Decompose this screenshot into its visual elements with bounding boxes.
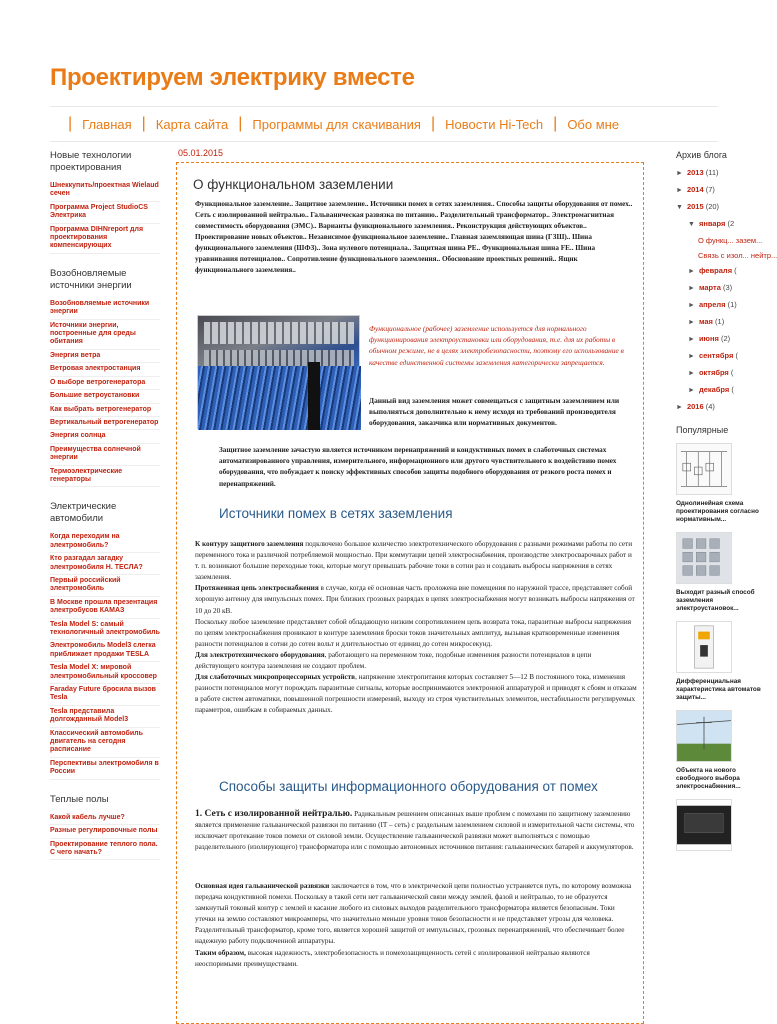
subheading: 1. Сеть с изолированной нейтралью.	[195, 809, 353, 819]
nav-separator: |	[430, 115, 436, 132]
archive-year-item[interactable]	[676, 168, 768, 179]
archive-month[interactable]: апреля	[698, 300, 726, 309]
archive-post-link[interactable]: О функц... зазем...	[698, 236, 763, 245]
paragraph-lead: Протяженная цепь электроснабжения	[195, 584, 319, 593]
expand-arrow-icon[interactable]: ►	[688, 370, 695, 377]
post-title[interactable]: О функциональном заземлении	[193, 177, 394, 192]
sidebar-link[interactable]: Шнеккупить/проектная Wielaud сечен	[50, 180, 160, 202]
main-nav	[50, 106, 718, 142]
archive-count: (1)	[727, 300, 737, 309]
archive-month-item[interactable]	[688, 368, 768, 379]
paragraph	[195, 809, 637, 853]
tab-hitech-news[interactable]: Новости Hi-Tech	[445, 116, 544, 132]
sidebar-link[interactable]: Термоэлектрические генераторы	[50, 466, 160, 488]
popular-post[interactable]	[676, 443, 768, 524]
tab-about[interactable]: Обо мне	[567, 116, 620, 132]
expand-arrow-icon[interactable]: ►	[688, 387, 695, 394]
patch-panel-rack	[204, 350, 354, 366]
paragraph	[195, 617, 637, 650]
archive-count: (2)	[720, 334, 731, 343]
archive-month[interactable]: декабря	[698, 385, 730, 394]
archive-year-item[interactable]	[676, 185, 768, 196]
archive-month[interactable]: января	[698, 219, 726, 228]
widget-new-tech	[50, 150, 160, 254]
archive-count: (	[735, 351, 738, 360]
archive-month[interactable]: февраля	[698, 266, 733, 275]
sidebar-link[interactable]: О выборе ветрогенератора	[50, 377, 160, 390]
sidebar-link[interactable]: Классический автомобиль двигатель на сегодня расписание	[50, 728, 160, 758]
patch-panel-rack	[204, 322, 354, 344]
blog-title[interactable]: Проектируем электрику вместе	[50, 64, 415, 91]
paragraph-text: высокая надежность, электробезопасность и помехозащищенность сетей с изолированной нейтралью являются неоспоримыми преимуществами.	[195, 948, 590, 968]
archive-count: (11)	[705, 168, 719, 177]
archive-month[interactable]: сентября	[698, 351, 734, 360]
sidebar-link[interactable]: Возобновляемые источники энергии	[50, 298, 160, 320]
archive-post-link[interactable]: Связь с изол... нейтр...	[698, 251, 777, 260]
paragraph-lead: Основная идея гальванической развязки	[195, 882, 330, 890]
paragraph-lead: К контуру защитного заземления	[195, 540, 304, 548]
archive-month[interactable]: октября	[698, 368, 729, 377]
popular-post[interactable]	[676, 710, 768, 791]
popular-posts-title: Популярные	[676, 425, 729, 435]
post-body	[176, 162, 644, 1024]
archive-count: (3)	[722, 283, 733, 292]
archive-count: (2	[727, 219, 735, 228]
paragraph-text: подключено большое количество электротехнического оборудования с разными режимами работы по сети переменного тока и различной потребляемой мощностью. При коммутации цепей электроснабжения, производстве электросварочных работ и т. п. возникают большие переходные токи, которые могут превышать рабочие токи в сотни раз и создавать выбросы напряжения в сетях заземления.	[195, 540, 633, 582]
circuit-diagram-thumbnail[interactable]	[676, 443, 732, 495]
archive-month[interactable]: мая	[698, 317, 713, 326]
sidebar-link[interactable]: Большие ветроустановки	[50, 390, 160, 403]
keypad-thumbnail[interactable]	[676, 532, 732, 584]
paragraph-text: , напряжение электропитания которых составляет 5—12 В постоянного тока, изменения разности потенциалов могут порождать паразитные сигналы, которые воспринимаются электронной аппаратурой и приводят к сбоям и отказам в работе систем автоматики, повышенной погрешности измерений, выходу из строя чувствительных элементов, нестабильности регулируемых параметров, ошибкам в собираемых данных.	[195, 673, 637, 715]
sidebar-link[interactable]: Faraday Future бросила вызов Tesla	[50, 684, 160, 706]
collapse-arrow-icon[interactable]: ▼	[688, 221, 695, 228]
paragraph	[195, 948, 637, 970]
sidebar-link[interactable]: Программа DIHNreport для проектирования компенсирующих	[50, 224, 160, 254]
left-sidebar	[50, 150, 160, 874]
archive-year-item[interactable]	[676, 202, 768, 213]
sidebar-link[interactable]: Энергия ветра	[50, 350, 160, 363]
main-content	[176, 148, 644, 968]
expand-arrow-icon[interactable]: ►	[676, 187, 683, 194]
paragraph-text: Радикальным решением описанных выше проблем с помехами по защитному заземлению является применение гальванической развязки по питанию (IT – сеть) с раздельным заземлением силовой и измерительной части системы, что исключает протекание токов помехи от силовой земли. Осуществление гальванической развязки может выполняться с помощью разделительного (изолирующего) трансформатора или с помощью автономных источников питания: гальванических батарей и аккумуляторов.	[195, 810, 635, 852]
archive-count: (1)	[715, 317, 725, 326]
archive-count: (	[734, 266, 737, 275]
collapse-arrow-icon[interactable]: ▼	[676, 204, 683, 211]
paragraph-lead: Таким образом,	[195, 948, 246, 957]
section-body	[195, 539, 637, 717]
sidebar-link[interactable]: Первый российский электромобиль	[50, 575, 160, 597]
sidebar-link[interactable]: Ветровая электростанция	[50, 363, 160, 376]
archive-month-item[interactable]	[688, 266, 768, 277]
archive-month-item[interactable]	[688, 317, 768, 328]
post-paragraph: Защитное заземление зачастую является источником перенапряжений и кондуктивных помех в слаботочных системах автоматизированного управления, измерительного, информационного или другого чувствительного к воздействию помех оборудования, что побуждает к поиску эффективных способов защиты подобного оборудования от резкого роста помех и перенапряжений.	[219, 446, 617, 488]
archive-count: (7)	[705, 185, 715, 194]
sidebar-link[interactable]: Энергия солнца	[50, 430, 160, 443]
paragraph-text: Поскольку любое заземление представляет собой обладающую низким сопротивлением цепь возврата тока, паразитные выбросы напряжения по цепям электроснабжения проникают в контуре заземления броски токов значительных амплитуд, вызывая кратковременные изменения разности потенциалов в сотни до сотен вольт и длительностью от единиц до сотен микросекунд.	[195, 617, 632, 648]
archive-count: (	[730, 368, 734, 377]
sidebar-link[interactable]: В Москве прошла презентация электробусов КАМАЗ	[50, 597, 160, 619]
widget-renewable	[50, 268, 160, 488]
widget-title: Электрические автомобили	[50, 501, 117, 525]
sidebar-link[interactable]: Вертикальный ветрогенератор	[50, 417, 160, 430]
sidebar-link[interactable]: Tesla Model S: самый технологичный электромобиль	[50, 619, 160, 641]
sidebar-link[interactable]: Источники энергии, построенные для среды обитания	[50, 320, 160, 350]
popular-post[interactable]	[676, 532, 768, 613]
widget-title: Теплые полы	[50, 793, 109, 805]
patch-panel-photo	[197, 315, 360, 429]
expand-arrow-icon[interactable]: ►	[688, 268, 695, 275]
archive-year-item[interactable]	[676, 402, 768, 413]
paragraph	[195, 650, 637, 672]
archive-month-item[interactable]	[688, 334, 768, 345]
archive-count: (20)	[705, 202, 720, 211]
archive-count: (4)	[705, 402, 715, 411]
sidebar-link[interactable]: Когда переходим на электромобиль?	[50, 531, 160, 553]
post-date: 05.01.2015	[178, 148, 224, 158]
expand-arrow-icon[interactable]: ►	[688, 353, 695, 360]
sidebar-link[interactable]: Проектирование теплого пола. С чего начать?	[50, 839, 160, 861]
paragraph-lead: Для слаботочных микропроцессорных устройств	[195, 673, 356, 682]
popular-post[interactable]	[676, 621, 768, 702]
section-heading: Способы защиты информационного оборудования от помех	[219, 779, 598, 794]
paragraph	[195, 881, 637, 925]
sidebar-link[interactable]: Программа Project StudioCS Электрика	[50, 202, 160, 224]
right-sidebar	[676, 150, 777, 864]
nav-separator: |	[68, 115, 73, 132]
sidebar-link[interactable]: Tesla представила долгожданный Model3	[50, 706, 160, 728]
section-heading: Источники помех в сетях заземления	[219, 506, 453, 521]
paragraph-text: заключается в том, что в электрической цепи полностью устраняется путь, по которому возможна передача кондуктивной помехи. Поскольку в такой сети нет гальванической связи между землей, фазой и нейтралью, то не образуется замкнутый токовый контур с землей и касание любого из силовых выходов разделительного трансформатора является безопасным. Токи утечки на землю составляют микроамперы, что значительно меньше уровня токов безопасности и не представляет угрозы для человека.	[195, 882, 632, 924]
expand-arrow-icon[interactable]: ►	[688, 319, 695, 326]
paragraph-text: в случае, когда её основная часть проложена вне помещения по наружной трассе, представляет собой хорошую антенну для импульсных помех. При близких грозовых разрядах в цепях электроснабжения могут возникать выбросы напряжения от 10 до 20 кВ.	[195, 584, 635, 615]
archive-month[interactable]: марта	[698, 283, 721, 292]
expand-arrow-icon[interactable]: ►	[688, 285, 695, 292]
section-body	[195, 881, 637, 970]
sidebar-link[interactable]: Электромобиль Model3 слегка приближает продажи TESLA	[50, 640, 160, 662]
section-body	[195, 809, 637, 853]
paragraph	[195, 539, 637, 583]
power-line-thumbnail[interactable]	[676, 710, 732, 762]
archive-year[interactable]: 2016	[686, 402, 704, 411]
paragraph	[195, 583, 637, 616]
network-cables	[198, 366, 361, 430]
expand-arrow-icon[interactable]: ►	[676, 170, 683, 177]
sidebar-link[interactable]: Преимущества солнечной энергии	[50, 444, 160, 466]
nav-separator: |	[238, 115, 243, 132]
popular-post[interactable]	[676, 799, 768, 856]
archive-year[interactable]: 2013	[686, 168, 704, 177]
post-quote: Функциональное (рабочее) заземление используется для нормального функционирования электроустановки или оборудования, т.е. для их работы в обычном режиме, не в целях электробезопасности, поэтому его использование в качестве единственной системы заземления категорически запрещается.	[369, 324, 624, 367]
archive-count: (	[731, 385, 734, 394]
paragraph-text: , работающего на переменном токе, подобные изменения разности потенциалов в цепи действующего контура заземления не создают проблем.	[195, 650, 592, 671]
paragraph	[195, 925, 637, 947]
widget-title: Возобновляемые источники энергии	[50, 267, 132, 291]
archive-year[interactable]: 2015	[686, 202, 704, 211]
archive-month[interactable]: июня	[698, 334, 719, 343]
post-side-note: Данный вид заземления может совмещаться с защитным заземлением или выполняться дополнительно к нему исходя из требований производителя оборудования, заказчика или нормативных документов.	[369, 396, 620, 428]
archive-year[interactable]: 2014	[686, 185, 704, 194]
sidebar-link[interactable]: Как выбрать ветрогенератор	[50, 404, 160, 417]
sidebar-link[interactable]: Какой кабель лучше?	[50, 812, 160, 825]
cable-tie	[308, 362, 320, 430]
popular-post-text[interactable]: Выходит разный способ заземления электроустановок...	[676, 589, 755, 612]
expand-arrow-icon[interactable]: ►	[676, 404, 683, 411]
paragraph-lead: Для электротехнического оборудования	[195, 650, 325, 659]
tab-sitemap[interactable]: Карта сайта	[155, 116, 229, 132]
archive-month-item[interactable]	[688, 351, 768, 362]
sidebar-link[interactable]: Tesla Model X: мировой электромобильный кроссовер	[50, 662, 160, 684]
archive-month-item[interactable]	[688, 300, 768, 311]
widget-warm-floors	[50, 794, 160, 861]
popular-post-text[interactable]: Дифференциальная характеристика автоматов защиты...	[676, 678, 761, 701]
device-thumbnail[interactable]	[676, 799, 732, 851]
nav-separator: |	[141, 115, 146, 132]
sidebar-link[interactable]: Разные регулировочные полы	[50, 825, 160, 838]
tab-home[interactable]: Главная	[82, 116, 132, 132]
paragraph-text: Разделительный трансформатор, кроме того, является хорошей защитой от импульсных, грозовых перенапряжений, что обеспечивает более надежную работу подключенной аппаратуры.	[195, 926, 625, 946]
expand-arrow-icon[interactable]: ►	[688, 336, 695, 343]
widget-electric-cars	[50, 501, 160, 779]
archive-month-item[interactable]	[688, 283, 768, 294]
tab-downloads[interactable]: Программы для скачивания	[252, 116, 421, 132]
sidebar-link[interactable]: Кто разгадал загадку электромобиля Н. ТЕСЛА?	[50, 553, 160, 575]
paragraph	[195, 672, 637, 716]
nav-separator: |	[553, 115, 558, 132]
archive-month-item[interactable]	[688, 385, 768, 396]
sidebar-link[interactable]: Перспективы электромобиля в России	[50, 758, 160, 780]
post-summary: Функциональное заземление.. Защитное заземление.. Источники помех в сетях заземления.. Способы защиты оборудования от помех.. Сеть с изолированной нейтралью.. Гальваническая развязка по питанию.. Разделительный трансформатор.. Электромагнитная совместимость оборудования (ЭМС).. Варианты функционального заземления.. Реконструкция действующих объектов.. Проектирование новых объектов.. Независимое функциональное заземление.. Главная заземляющая шина (ГЗШ).. Шина функционального заземления (ШФЗ).. Зона нулевого потенциала.. Защитная шина РЕ.. Функциональная шина FE.. Шина уравнивания потенциалов.. Сопротивление функционального заземления.. Обоснование проектных решений.. Ящик функционального заземления..	[195, 200, 633, 274]
widget-title: Новые технологии проектирования	[50, 150, 132, 173]
popular-post-text[interactable]: Объекта на нового свободного выбора электроснабжения...	[676, 767, 741, 790]
popular-post-text[interactable]: Однолинейная схема проектирования согласно нормативным...	[676, 500, 759, 523]
circuit-breaker-thumbnail[interactable]	[676, 621, 732, 673]
archive-month-item[interactable]	[688, 219, 768, 230]
archive-title: Архив блога	[676, 150, 727, 160]
expand-arrow-icon[interactable]: ►	[688, 302, 695, 309]
